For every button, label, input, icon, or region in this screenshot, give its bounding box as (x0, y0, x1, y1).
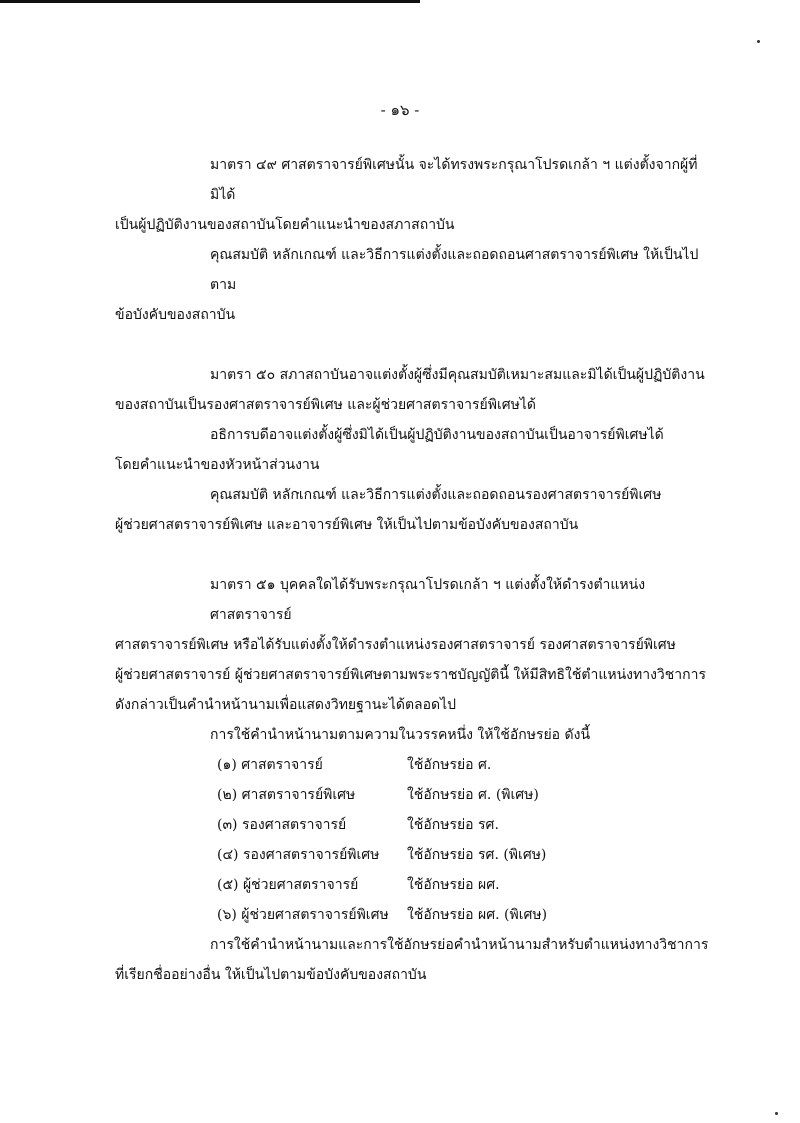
abbreviation-list (115, 750, 710, 930)
scan-speck (775, 1112, 778, 1115)
paragraph-line: ผู้ช่วยศาสตราจารย์ ผู้ช่วยศาสตราจารย์พิเศษตามพระราชบัญญัตินี้ ให้มีสิทธิใช้ตำแหน่งทางวิชาการ (115, 667, 706, 683)
title-abbreviation: ใช้อักษรย่อ รศ. (407, 817, 499, 833)
paragraph-line: ดังกล่าวเป็นคำนำหน้านามเพื่อแสดงวิทยฐานะได้ตลอดไป (115, 697, 457, 713)
paragraph-line: มาตรา ๕๐ สภาสถาบันอาจแต่งตั้งผู้ซึ่งมีคุณสมบัติเหมาะสมและมิได้เป็นผู้ปฏิบัติงาน (210, 367, 705, 383)
section-51 (115, 570, 710, 990)
title-abbreviation: ใช้อักษรย่อ รศ. (พิเศษ) (407, 847, 547, 863)
paragraph-line: การใช้คำนำหน้านามและการใช้อักษรย่อคำนำหน้านามสำหรับตำแหน่งทางวิชาการ (210, 937, 709, 953)
paragraph-line: โดยคำแนะนำของหัวหน้าส่วนงาน (115, 457, 320, 473)
title-term: (๕) ผู้ช่วยศาสตราจารย์ (217, 877, 359, 893)
section-gap (115, 330, 710, 360)
scan-speck (757, 40, 760, 43)
paragraph-line: มาตรา ๕๑ บุคคลใดได้รับพระกรุณาโปรดเกล้า ฯ แต่งตั้งให้ดำรงตำแหน่งศาสตราจารย์ (210, 577, 646, 623)
paragraph-line: อธิการบดีอาจแต่งตั้งผู้ซึ่งมิได้เป็นผู้ปฏิบัติงานของสถาบันเป็นอาจารย์พิเศษได้ (210, 427, 664, 443)
title-term: (๒) ศาสตราจารย์พิเศษ (217, 787, 356, 803)
section-49 (115, 150, 710, 330)
title-term: (๖) ผู้ช่วยศาสตราจารย์พิเศษ (217, 907, 389, 923)
list-item (217, 870, 710, 900)
list-item (217, 750, 710, 780)
title-abbreviation: ใช้อักษรย่อ ศ. (พิเศษ) (407, 787, 539, 803)
paragraph-line: ศาสตราจารย์พิเศษ หรือได้รับแต่งตั้งให้ดำรงตำแหน่งรองศาสตราจารย์ รองศาสตราจารย์พิเศษ (115, 637, 676, 653)
list-item (217, 810, 710, 840)
paragraph-line: ผู้ช่วยศาสตราจารย์พิเศษ และอาจารย์พิเศษ ให้เป็นไปตามข้อบังคับของสถาบัน (115, 517, 579, 533)
paragraph-line: เป็นผู้ปฏิบัติงานของสถาบันโดยคำแนะนำของสภาสถาบัน (115, 217, 455, 233)
section-50 (115, 360, 710, 540)
title-abbreviation: ใช้อักษรย่อ ศ. (407, 757, 492, 773)
paragraph-line: มาตรา ๔๙ ศาสตราจารย์พิเศษนั้น จะได้ทรงพระกรุณาโปรดเกล้า ฯ แต่งตั้งจากผู้ที่มิได้ (210, 157, 698, 203)
paragraph-line: ของสถาบันเป็นรองศาสตราจารย์พิเศษ และผู้ช่วยศาสตราจารย์พิเศษได้ (115, 397, 536, 413)
document-body (115, 150, 710, 990)
list-item (217, 780, 710, 810)
paragraph-line: ที่เรียกชื่ออย่างอื่น ให้เป็นไปตามข้อบังคับของสถาบัน (115, 967, 427, 983)
title-term: (๓) รองศาสตราจารย์ (217, 817, 347, 833)
list-item (217, 840, 710, 870)
scan-edge-line (0, 0, 420, 3)
title-term: (๔) รองศาสตราจารย์พิเศษ (217, 847, 380, 863)
section-gap (115, 540, 710, 570)
title-term: (๑) ศาสตราจารย์ (217, 757, 323, 773)
list-item (217, 900, 710, 930)
title-abbreviation: ใช้อักษรย่อ ผศ. (พิเศษ) (407, 907, 548, 923)
page-number: - ๑๖ - (380, 101, 420, 119)
paragraph-line: คุณสมบัติ หลักเกณฑ์ และวิธีการแต่งตั้งและถอดถอนรองศาสตราจารย์พิเศษ (210, 487, 662, 503)
paragraph-line: การใช้คำนำหน้านามตามความในวรรคหนึ่ง ให้ใช้อักษรย่อ ดังนี้ (210, 727, 591, 743)
title-abbreviation: ใช้อักษรย่อ ผศ. (407, 877, 500, 893)
paragraph-line: ข้อบังคับของสถาบัน (115, 307, 236, 323)
paragraph-line: คุณสมบัติ หลักเกณฑ์ และวิธีการแต่งตั้งและถอดถอนศาสตราจารย์พิเศษ ให้เป็นไปตาม (210, 247, 699, 293)
